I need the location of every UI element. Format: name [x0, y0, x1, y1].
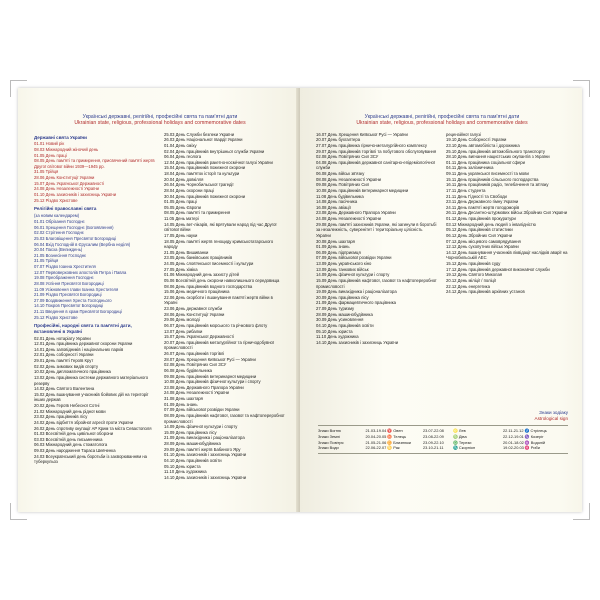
- holiday-entry: 28.09 День машинобудівника: [164, 441, 221, 447]
- holiday-entry: 09.03 День народження Тараса Шевченка: [34, 448, 116, 454]
- zodiac-cell: ♏ Скорпіон: [453, 445, 476, 451]
- holiday-entry: 16.08 День авіації: [316, 204, 351, 210]
- holiday-entry: 11.09 Усікновення глави Іоанна Хрестителя: [34, 286, 119, 292]
- zodiac-cell: ♌ Лев: [453, 428, 466, 434]
- holiday-entry: 11.05 День матері: [164, 216, 199, 222]
- holiday-entry: 29.08 День пам'яті захисників України, які загинули в боротьбі за незалежність, суверенітет і територіальну цілісність України: [316, 221, 437, 238]
- holiday-entry: 02.04 День працівників внутрішньої служби України: [164, 148, 265, 154]
- holiday-entry: 01.01 Новий рік: [34, 141, 65, 147]
- holiday-entry: 23.06 День державної служби: [164, 306, 223, 312]
- holiday-entry: 30.08 День шахтаря: [316, 238, 355, 244]
- holiday-entry: 09.11 День української писемності та мови: [446, 171, 529, 177]
- holiday-entry: 01.11 День працівника соціальної сфери: [446, 159, 525, 165]
- holiday-entry: 20.12 День міліції / поліції: [446, 277, 497, 283]
- holiday-entry: 19.08 Преображення Господнє: [34, 275, 94, 281]
- holiday-entry: 14.01 День заповідників і національних парків: [34, 346, 124, 352]
- holiday-entry: 23.05 День банківських працівників: [164, 255, 233, 261]
- holiday-entry: 01.01 Обрізання Господнє: [34, 219, 85, 225]
- holiday-entry: 20.02 День Героїв Небесної Сотні: [34, 403, 100, 409]
- holiday-entry: 01.05 День праці: [164, 199, 197, 205]
- holiday-entry: 15.12 День працівників суду: [446, 261, 501, 267]
- holiday-entry: 24.08 День Незалежності України: [164, 390, 230, 396]
- holiday-entry: 08.08 День Незалежності України: [316, 176, 382, 182]
- holiday-entry: 20.04 День довкілля: [164, 176, 204, 182]
- holiday-entry: 21.11 День Гідності та Свободи: [446, 193, 507, 199]
- zodiac-cell: 22.11-21.12 ♐ Стрілець: [503, 428, 547, 434]
- section-title: Професійні, народні свята та пам'ятні дати, встановлені в Україні: [34, 323, 132, 334]
- holiday-entry: 20.09 День працівника лісу: [316, 294, 369, 300]
- holiday-entry: 18.05 День пам'яті жертв геноциду кримськотатарського народу: [164, 238, 274, 250]
- holiday-entry: 04.11 День залізничника: [446, 165, 494, 171]
- zodiac-cell: 21.03-19.04 ♈ Овен: [365, 428, 403, 434]
- zodiac-cell: 22.12-19.01 ♑ Козеріг: [503, 434, 544, 440]
- header-ua-right: Українські державні, релігійні, професійні свята та пам'ятні дати: [364, 114, 520, 120]
- holiday-entry: 17.12 День працівників державної виконавчої служби: [446, 266, 550, 272]
- holiday-entry: 21.05 День Вишиванки: [164, 249, 209, 255]
- holiday-entry: 01.06 Міжнародний день захисту дітей: [164, 272, 240, 278]
- holiday-entry: 15.04 День працівників пожежної охорони: [164, 165, 246, 171]
- holiday-entry: 25.03 Благовіщення Пресвятої Богородиці: [34, 235, 117, 241]
- zodiac-cell: Знаки Вогню: [318, 428, 341, 434]
- holiday-entry: 04.08 День працівників державної санітарно-епідеміологічної служби: [316, 159, 436, 171]
- holiday-entry: 07.09 День військової розвідки України: [164, 407, 240, 413]
- zodiac-table: [318, 425, 568, 454]
- holiday-entry: 13.09 День танкових військ: [316, 266, 369, 272]
- holiday-entry: 02.08 День Повітряних Сил ЗСУ: [164, 362, 227, 368]
- holiday-entry: 27.09 Воздвиження Хреста Господнього: [34, 297, 112, 303]
- left-column-2: [164, 132, 286, 481]
- section-title: Релігійні православні свята: [34, 206, 97, 212]
- holiday-entry: 28.06 День Конституції України: [164, 311, 225, 317]
- holiday-entry: 14.10 День захисників і захисниць України: [316, 339, 399, 345]
- holiday-entry: 26.11 День Десантно-штурмових військ Збройних Сил України: [446, 210, 568, 216]
- zodiac-cell: 19.02-20.03 ♓ Риби: [503, 445, 540, 451]
- zodiac-cell: 22.06-22.07 ♋ Рак: [365, 445, 400, 451]
- holiday-entry: 22.06 День скорботи і вшанування пам'яті жертв війни в Україні: [164, 294, 273, 306]
- holiday-entry: 29.01 День пам'яті Героїв Крут: [34, 358, 94, 364]
- right-column-1: [316, 132, 438, 346]
- holiday-entry: 01.12 День працівників прокуратури: [446, 216, 516, 222]
- holiday-entry: 13.07 День рибалки: [164, 328, 203, 334]
- holiday-entry: 29.06 День молоді: [164, 317, 200, 323]
- holiday-entry: 02.01 День нотаріату України: [34, 335, 91, 341]
- holiday-entry: 20.07 День бухгалтера: [316, 137, 361, 143]
- holiday-entry: 25.03 День Служби безпеки України: [164, 131, 235, 137]
- holiday-entry: 06.07 День працівників морського та річкового флоту: [164, 322, 268, 328]
- holiday-entry: 12.12 День сухопутних військ України: [446, 244, 519, 250]
- holiday-entry: 06.03 Міжнародний день стоматолога: [34, 442, 108, 448]
- holiday-entry: 24.05 День слов'янської писемності і культури: [164, 261, 254, 267]
- holiday-entry: 21.11 Введення в храм Пресвятої Богородиці: [34, 309, 122, 315]
- holiday-entry: 01.09 День знань: [164, 401, 198, 407]
- holiday-entry: 25.10 День працівників автомобільного транспорту: [446, 148, 546, 154]
- holiday-entry: 07.12 День місцевого самоврядування: [446, 238, 521, 244]
- holiday-entry: 06.12 День Збройних Сил України: [446, 232, 513, 238]
- holiday-entry: 01.09 День знань: [316, 244, 350, 250]
- holiday-entry: 24.08 День Незалежності України: [34, 186, 100, 192]
- holiday-entry: 22.01 День соборності України: [34, 352, 94, 358]
- holiday-entry: 02.02 День зимових видів спорту: [34, 363, 99, 369]
- holiday-entry: 21.09 Різдво Пресвятої Богородиці: [34, 292, 102, 298]
- zodiac-cell: Знаки Повітря: [318, 439, 344, 445]
- holiday-entry: 15.02 День вшанування учасників бойових дій на території інших держав: [34, 391, 149, 403]
- holiday-entry: рецензійної галузі: [446, 131, 481, 137]
- holiday-entry: 20.04 Пасха (Великдень): [34, 247, 83, 253]
- holiday-entry: 02.02 Стрітення Господнє: [34, 230, 84, 236]
- holiday-entry: 14.08 День пасічника: [316, 199, 358, 205]
- holiday-entry: 05.05 День Європи: [164, 204, 201, 210]
- holiday-entry: 31.05 Трійця: [34, 258, 59, 264]
- holiday-entry: 01.04 День сміху: [164, 142, 197, 148]
- page-header-right: [316, 114, 568, 127]
- holiday-entry: 24.03 Всеукраїнський день боротьби із захворюванням на туберкульоз: [34, 453, 147, 465]
- holiday-entry: 29.07 День працівників торгівлі та побутового обслуговування: [316, 148, 437, 154]
- holiday-entry: 12.01 День працівника державної охорони України: [34, 341, 133, 347]
- holiday-entry: 07.09 День військової розвідки України: [316, 255, 392, 261]
- holiday-entry: 23.11 День Державного гімну України: [446, 199, 519, 205]
- holiday-entry: 27.07 День працівника гірничо-металургійного комплексу: [316, 142, 428, 148]
- zodiac-cell: 20.01-18.02 ♒ Водолій: [503, 439, 546, 445]
- holiday-entry: 26.02 День спротиву окупації АР Крим та міста Севастополя: [34, 425, 152, 431]
- holiday-entry: 19.12 День Святого Миколая: [446, 272, 503, 278]
- zodiac-title-en: Astrological sign: [534, 416, 568, 422]
- holiday-entry: 01.05 День праці: [34, 152, 67, 158]
- holiday-entry: 23.10 День автомобіліста і дорожника: [446, 142, 520, 148]
- holiday-entry: 05.10 День юриста: [164, 463, 201, 469]
- zodiac-block: [318, 410, 568, 454]
- holiday-entry: 09.08 День Повітряних Сил: [316, 182, 370, 188]
- holiday-entry: 06.08 День військ зв'язку: [316, 171, 365, 177]
- holiday-entry: 06.08 День будівельника: [164, 367, 212, 373]
- zodiac-cell: Знаки Води: [318, 445, 339, 451]
- holiday-entry: 06.04 День геолога: [164, 154, 202, 160]
- holiday-entry: 15.07 День Української Державності: [34, 180, 105, 186]
- holiday-entry: 21.09 День винахідника і раціоналізатора: [164, 435, 245, 441]
- holiday-entry: 10.02 День дипломатичного працівника: [34, 369, 111, 375]
- zodiac-cell: 20.04-20.05 ♉ Телець: [365, 434, 407, 440]
- holiday-entry: 26.04 День Чорнобильської трагедії: [164, 182, 234, 188]
- holiday-entry: 15.09 День працівників нафтової, газової та нафтопереробної промисловості: [316, 277, 437, 289]
- holiday-entry: 12.07 Первоверховних апостолів Петра і Павла: [34, 269, 127, 275]
- holiday-entry: 31.05 Трійця: [34, 169, 59, 175]
- holiday-entry: 18.04 День пам'яток історії та культури: [164, 171, 240, 177]
- holiday-entry: 23.08 День Державного Прапора України: [164, 384, 244, 390]
- holiday-entry: 15.06 День медичного працівника: [164, 289, 230, 295]
- holiday-entry: 28.06 День Конституції України: [34, 175, 95, 181]
- holiday-entry: 08.06 День працівників водного господарства: [164, 283, 253, 289]
- holiday-entry: 19.10 День Соборності України: [446, 137, 507, 143]
- holiday-entry: 05.10 День юриста: [316, 328, 353, 334]
- holiday-entry: 03.12 Міжнародний день людей з інвалідністю: [446, 221, 536, 227]
- holiday-entry: 08.09 День працівників нафтової, газової та нафтопереробної промисловості: [164, 412, 285, 424]
- holiday-entry: 13.09 День українського кіно: [316, 261, 372, 267]
- holiday-entry: 14.10 День захисників і захисниць України: [164, 474, 247, 480]
- holiday-entry: 28.08 Успіння Пресвятої Богородиці: [34, 280, 104, 286]
- holiday-entry: 24.12 День працівників архівних установ: [446, 289, 525, 295]
- holiday-entry: 13.02 День працівника системи державного матеріального резерву: [34, 374, 149, 386]
- holiday-entry: 14.09 День фізичної культури і спорту: [316, 272, 390, 278]
- holiday-entry: 08.05 День пам'яті та примирення: [164, 210, 231, 216]
- left-page-columns: [34, 132, 286, 481]
- header-ua-left: Українські державні, релігійні, професійні свята та пам'ятні дати: [82, 114, 238, 120]
- holiday-entry: 08.03 Міжнародний жіночий день: [34, 146, 99, 152]
- holiday-entry: 11.10 День художника: [316, 334, 359, 340]
- zodiac-cell: Знаки Землі: [318, 434, 340, 440]
- holiday-entry: 21.09 День фармацевтичного працівника: [316, 300, 396, 306]
- right-column-2: [446, 132, 568, 346]
- holiday-entry: 28.10 День вигнання нацистських окупантів з України: [446, 154, 550, 160]
- holiday-entry: 03.03 Всесвітній день письменника: [34, 436, 103, 442]
- holiday-entry: 17.05 День науки: [164, 232, 198, 238]
- holiday-entry: 06.04 Вхід Господній в Єрусалим (Вербна неділя): [34, 241, 131, 247]
- holiday-entry: 17.11 День студента: [446, 187, 486, 193]
- page-header-left: [34, 114, 286, 127]
- left-page: [18, 88, 300, 512]
- zodiac-row: [318, 445, 568, 451]
- holiday-entry: 25.12 Різдво Христове: [34, 197, 78, 203]
- holiday-entry: 25.12 Різдво Христове: [34, 314, 78, 320]
- holiday-entry: 07.07 Різдво Іоанна Хрестителя: [34, 264, 96, 270]
- holiday-entry: 09.08 День працівників ветеринарної медицини: [164, 373, 257, 379]
- holiday-entry: 11.08 День будівельника: [316, 193, 364, 199]
- holiday-entry: 22.12 День енергетика: [446, 283, 490, 289]
- holiday-entry: 28.09 День машинобудівника: [316, 311, 373, 317]
- holiday-entry: 05.06 Всесвітній день охорони навколишнього середовища: [164, 277, 280, 283]
- holiday-entry: 30.04 День працівників пожежної охорони: [164, 193, 246, 199]
- zodiac-cell: 23.07-22.08: [423, 428, 444, 434]
- section-subtitle: (за новим календарем): [34, 212, 80, 218]
- holiday-entry: 04.10 День працівників освіти: [316, 322, 374, 328]
- holiday-entry: 06.01 Хрещення Господнє (Богоявлення): [34, 224, 114, 230]
- zodiac-title: [318, 410, 568, 422]
- left-column-1: [34, 132, 156, 481]
- holiday-entry: 21.02 Міжнародний день рідної мови: [34, 408, 106, 414]
- holiday-entry: 11.10 День художника: [164, 469, 207, 475]
- holiday-entry: 15.07 День Української Державності: [164, 334, 235, 340]
- holiday-entry: 29.09 День пам'яті жертв Бабиного Яру: [164, 446, 241, 452]
- holiday-entry: 04.10 День працівників освіти: [164, 457, 222, 463]
- holiday-entry: 27.09 День туризму: [316, 306, 355, 312]
- zodiac-cell: 21.05-21.06 ♊ Близнюки: [365, 439, 411, 445]
- holiday-entry: 16.11 День працівників радіо, телебачення та зв'язку: [446, 182, 549, 188]
- holiday-entry: 14.12 День вшанування учасників ліквідації наслідків аварії на Чорнобильській АЕС: [446, 249, 568, 261]
- holiday-entry: 01.10 День захисників і захисниць України: [34, 191, 117, 197]
- holiday-entry: 16.07 День Хрещення Київської Русі — України: [316, 131, 408, 137]
- holiday-entry: 06.09 День підприємця: [316, 249, 361, 255]
- holiday-entry: 21.05 Вознесіння Господнє: [34, 252, 87, 258]
- holiday-entry: 28.04 День охорони праці: [164, 187, 214, 193]
- holiday-entry: 19.09 День винахідника і раціоналізатора: [316, 289, 397, 295]
- holiday-entry: 23.08 День Державного Прапора України: [316, 210, 396, 216]
- holiday-entry: 01.03 Всесвітній день цивільної оборони: [34, 431, 114, 437]
- holiday-entry: 24.11 День пам'яті жертв голодоморів: [446, 204, 520, 210]
- holiday-entry: 27.05 День хіміка: [164, 266, 198, 272]
- section-title: Державні свята України: [34, 134, 87, 140]
- holiday-entry: 14.02 День Святого Валентина: [34, 386, 95, 392]
- zodiac-cell: 23.08-22.09: [423, 434, 444, 440]
- holiday-entry: 10.08 День працівників фізичної культури і спорту: [164, 379, 261, 385]
- book-spread: [18, 88, 582, 512]
- holiday-entry: 14.10 Покров Пресвятої Богородиці: [34, 303, 104, 309]
- zodiac-cell: 23.10-21.11: [423, 445, 444, 451]
- holiday-entry: 20.07 День працівників металургійної та гірничодобувної промисловості: [164, 339, 275, 351]
- holiday-entry: 24.02 День відбиття збройної агресії проти України: [34, 419, 134, 425]
- zodiac-cell: ♎ Терези: [453, 439, 472, 445]
- holiday-entry: 23.02 День працівників лісу: [34, 414, 88, 420]
- holiday-entry: 02.08 День Повітряних Сил ЗСУ: [316, 154, 379, 160]
- holiday-entry: 28.07 День Хрещення Київської Русі — України: [164, 356, 256, 362]
- holiday-entry: 15.11 День працівників сільського господарства: [446, 176, 539, 182]
- header-en-left: Ukrainian state, religious, professional holidays and commemorative dates: [74, 120, 246, 127]
- right-page-columns: [316, 132, 568, 346]
- holiday-entry: 08.05 День пам'яті та примирення, присвячений пам'яті жертв Другої світової війни 1939—1945 рр.: [34, 158, 155, 169]
- holiday-entry: 10.08 День працівників ветеринарної медицини: [316, 187, 409, 193]
- holiday-entry: 26.07 День працівників торгівлі: [164, 351, 225, 357]
- holiday-entry: 14.05 День вет-лікарів, які врятували народ під час Другої світової війни: [164, 221, 277, 233]
- holiday-entry: 26.03 День Національної гвардії України: [164, 137, 243, 143]
- holiday-entry: 24.08 День Незалежності України: [316, 216, 382, 222]
- holiday-entry: 15.09 День працівника лісу: [164, 429, 217, 435]
- zodiac-cell: 23.09-22.10: [423, 439, 444, 445]
- right-page: [300, 88, 582, 512]
- holiday-entry: 14.09 День фізичної культури і спорту: [164, 424, 238, 430]
- holiday-entry: 01.10 День захисників і захисниць України: [164, 452, 247, 458]
- zodiac-title-ua: Знаки зодіаку: [539, 410, 568, 416]
- holiday-entry: 31.08 День шахтаря: [164, 396, 203, 402]
- header-en-right: Ukrainian state, religious, professional holidays and commemorative dates: [356, 120, 528, 127]
- holiday-entry: 12.04 День працівників ракетно-космічної галузі України: [164, 159, 273, 165]
- holiday-entry: 05.12 День працівників статистики: [446, 227, 513, 233]
- holiday-entry: 30.09 День усиновлення: [316, 317, 364, 323]
- zodiac-cell: ♍ Діва: [453, 434, 467, 440]
